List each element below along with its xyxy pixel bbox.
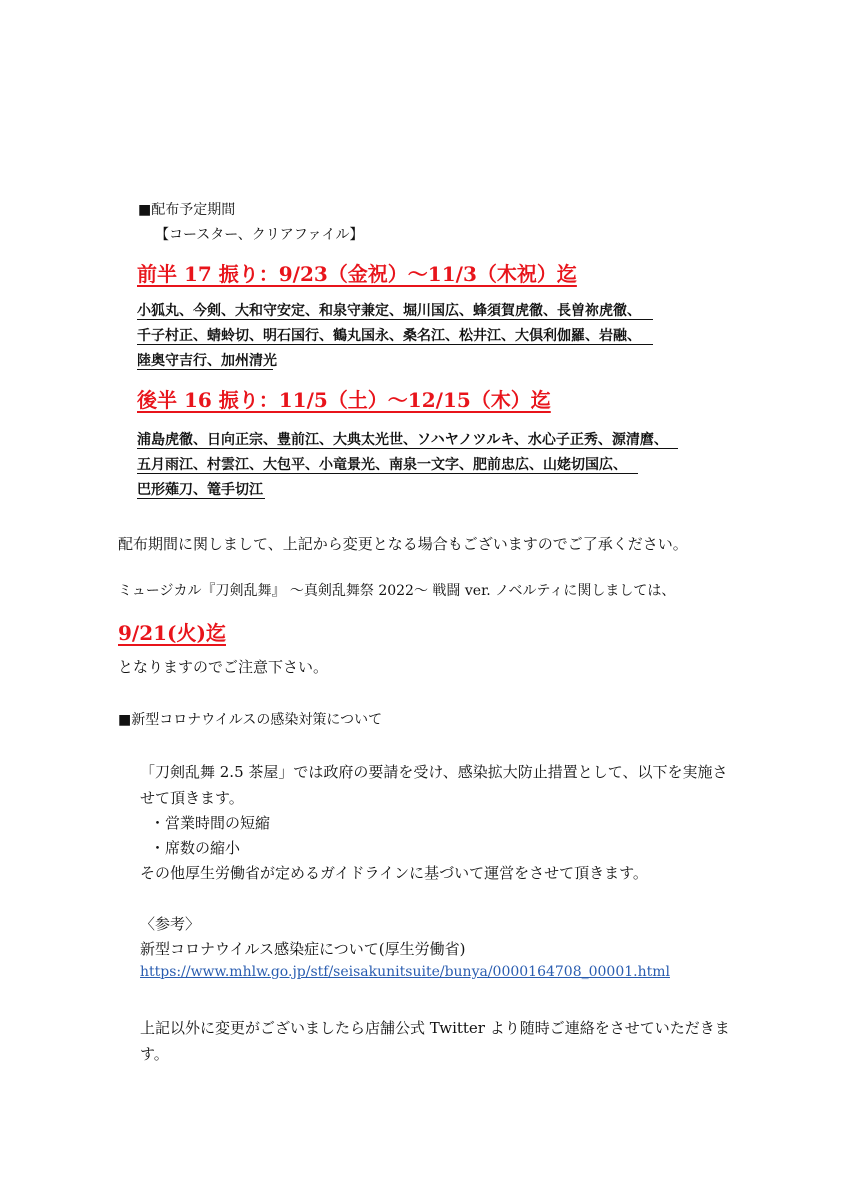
novelty-deadline: 9/21(火)迄 (118, 621, 226, 645)
first-half-names-line-3: 陸奥守吉行、加州清光 (137, 353, 277, 369)
underline (137, 319, 653, 320)
distribution-items: 【コースター、クリアファイル】 (155, 227, 364, 243)
underline (137, 344, 653, 345)
covid-guideline: その他厚生労働省が定めるガイドラインに基づいて運営をさせて頂きます。 (140, 864, 648, 882)
first-half-names-line-2: 千子村正、蜻蛉切、明石国行、鶴丸国永、桑名江、松井江、大倶利伽羅、岩融、 (137, 328, 641, 344)
underline (137, 473, 638, 474)
footer-line-1: 上記以外に変更がございましたら店舗公式 Twitter より随時ご連絡をさせていただきま (140, 1019, 730, 1037)
reference-title: 新型コロナウイルス感染症について(厚生労働省) (140, 940, 466, 958)
underline (137, 498, 265, 499)
first-half-names-line-1: 小狐丸、今剣、大和守安定、和泉守兼定、堀川国広、蜂須賀虎徹、長曽祢虎徹、 (137, 303, 641, 319)
covid-bullet-2: ・席数の縮小 (150, 839, 241, 857)
second-half-names-line-3: 巴形薙刀、篭手切江 (137, 482, 263, 498)
distribution-heading: ■配布予定期間 (138, 202, 236, 218)
change-note: 配布期間に関しまして、上記から変更となる場合もございますのでご了承ください。 (118, 535, 688, 553)
underline (137, 448, 678, 449)
novelty-note: となりますのでご注意下さい。 (118, 658, 329, 676)
first-half-title: 前半 17 振り：9/23（金祝）～11/3（木祝）迄 (137, 262, 577, 286)
reference-link[interactable]: https://www.mhlw.go.jp/stf/seisakunitsuite/bunya/0000164708_00001.html (140, 964, 670, 980)
underline (137, 369, 273, 370)
covid-paragraph-line-2: せて頂きます。 (140, 789, 244, 807)
second-half-title: 後半 16 振り：11/5（土）～12/15（木）迄 (137, 388, 551, 412)
covid-paragraph-line-1: 「刀剣乱舞 2.5 茶屋」では政府の要請を受け、感染拡大防止措置として、以下を実施さ (140, 763, 728, 781)
second-half-names-line-1: 浦島虎徹、日向正宗、豊前江、大典太光世、ソハヤノツルキ、水心子正秀、源清麿、 (137, 432, 668, 448)
novelty-text: ミュージカル『刀剣乱舞』 ～真剣乱舞祭 2022～ 戦闘 ver. ノベルティに関しましては、 (118, 583, 676, 599)
covid-bullet-1: ・営業時間の短縮 (150, 814, 271, 832)
reference-heading: 〈参考〉 (140, 915, 201, 933)
footer-line-2: す。 (140, 1045, 169, 1063)
covid-heading: ■新型コロナウイルスの感染対策について (118, 712, 383, 728)
second-half-names-line-2: 五月雨江、村雲江、大包平、小竜景光、南泉一文字、肥前忠広、山姥切国広、 (137, 457, 627, 473)
